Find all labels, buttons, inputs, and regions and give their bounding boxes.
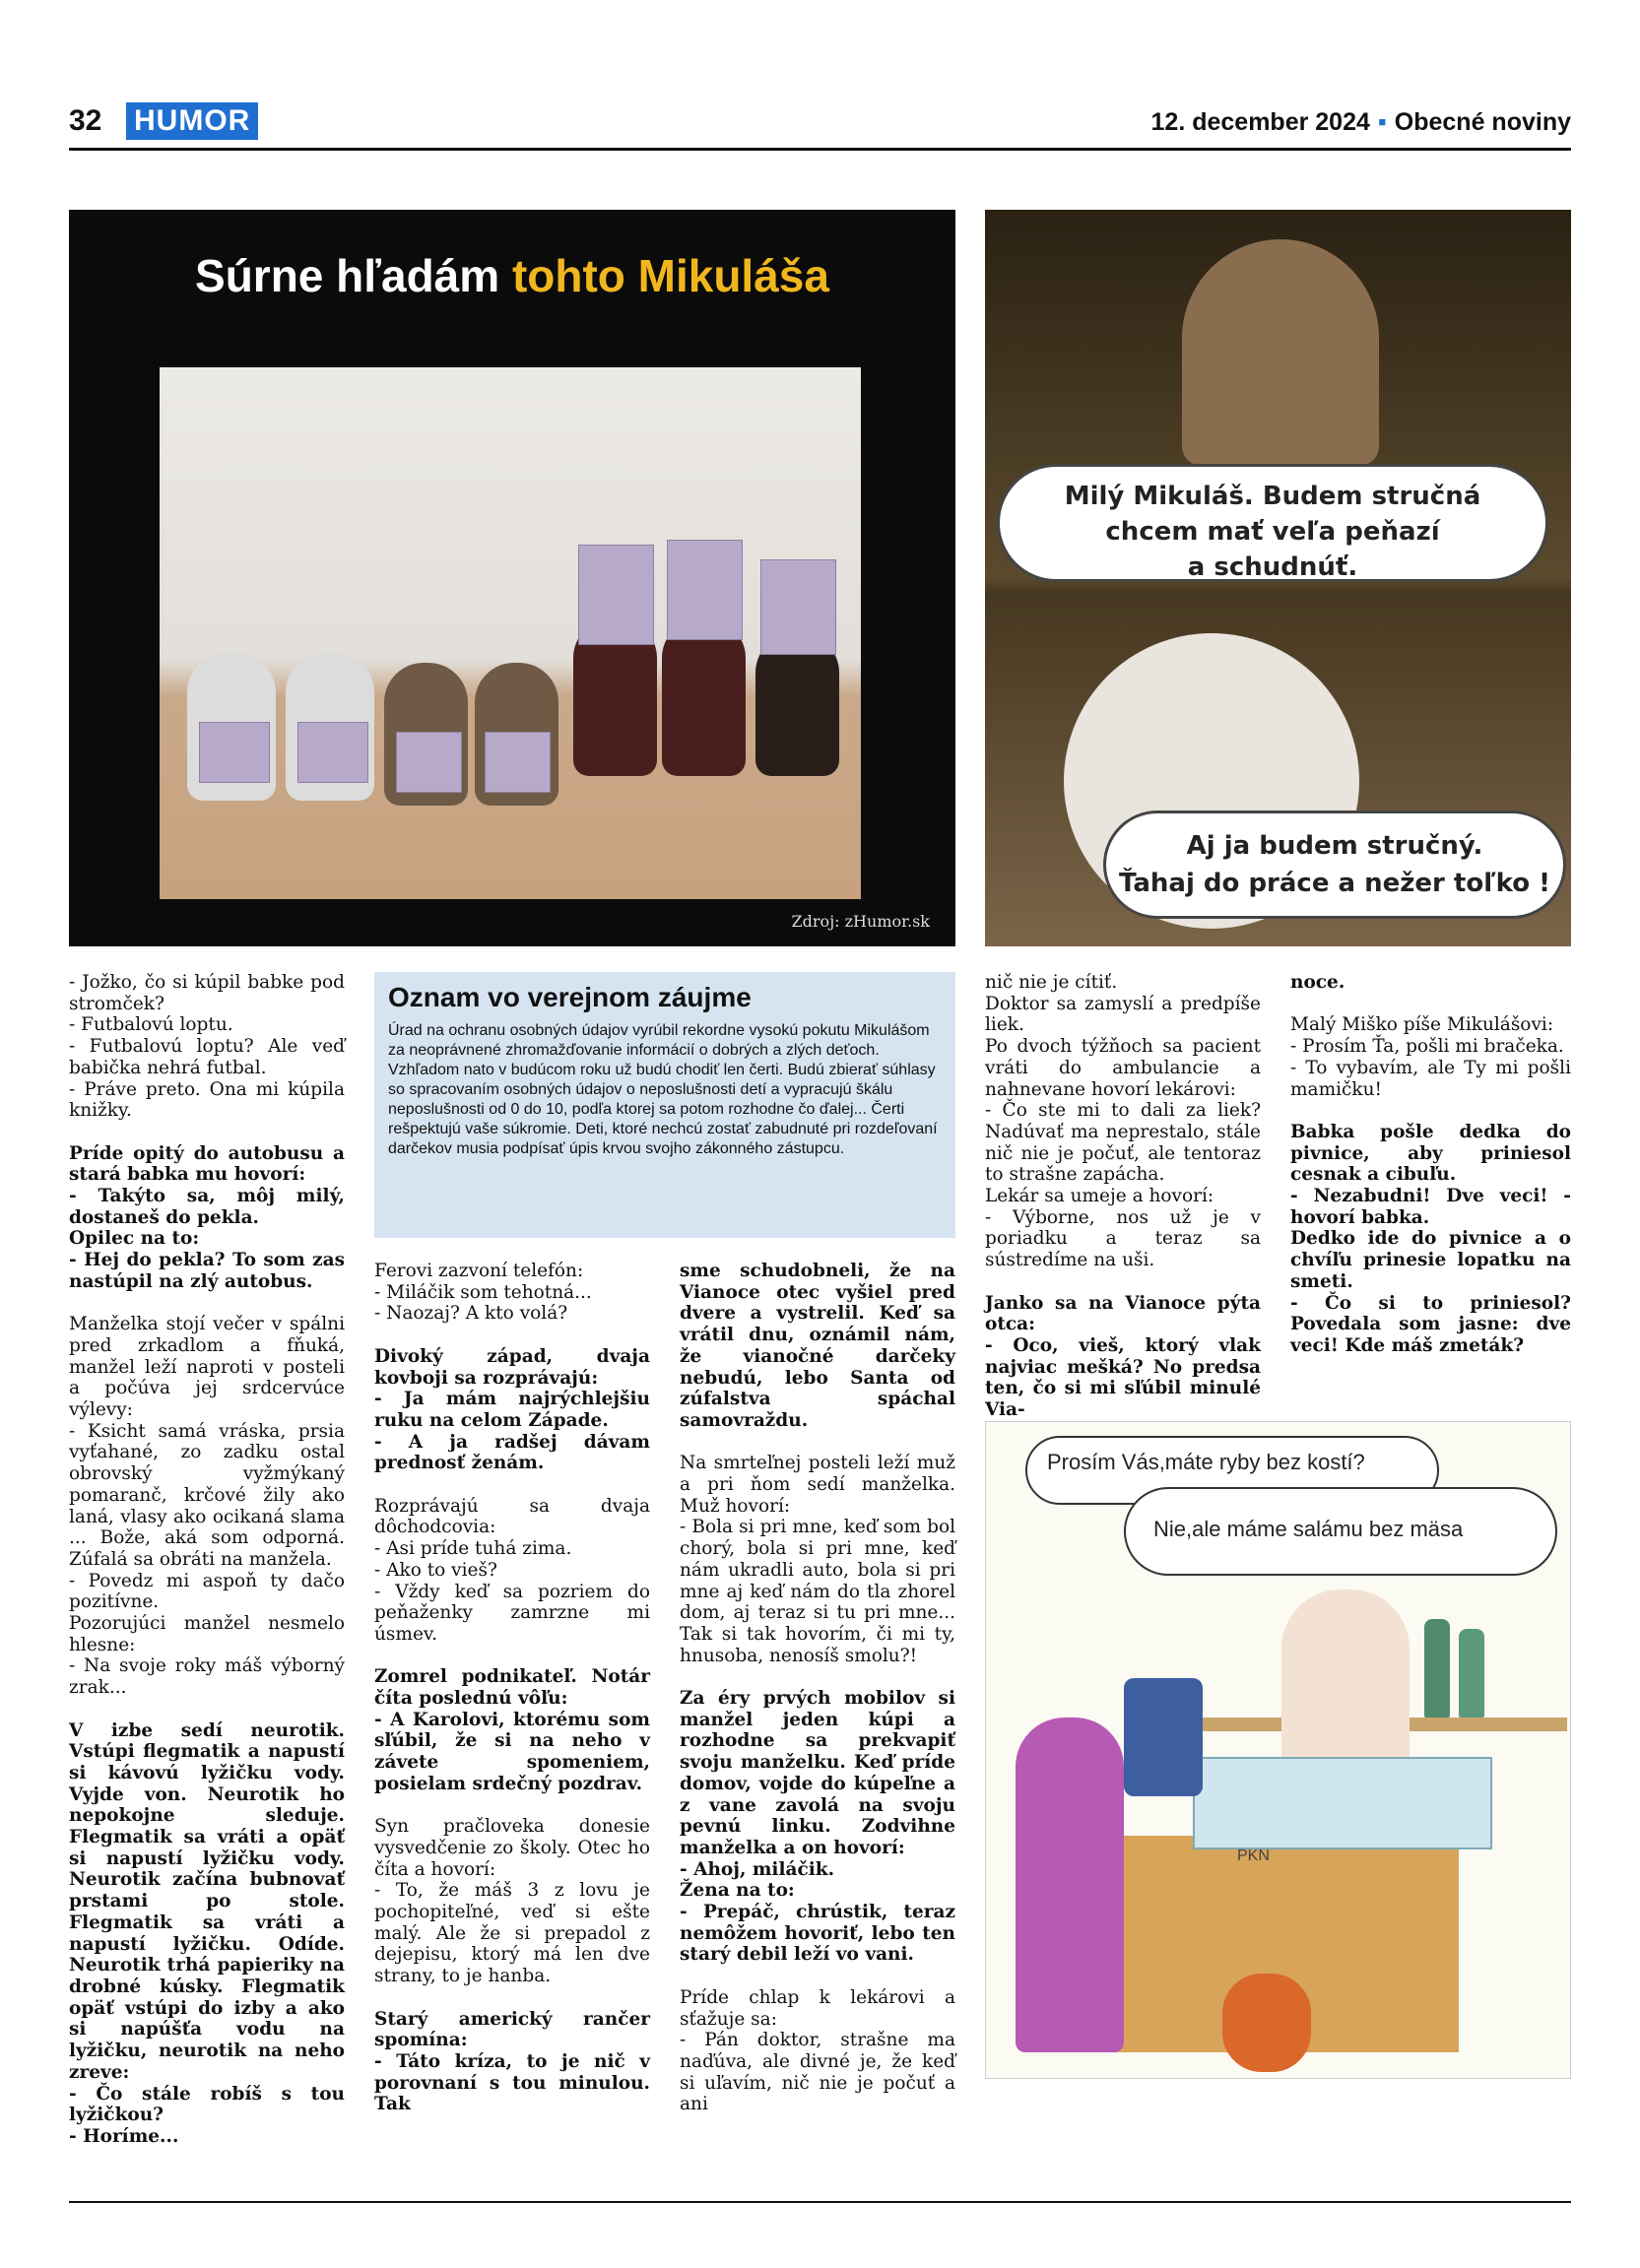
joke-line: V izbe sedí neurotik. Vstúpi flegmatik a napustí si kávovú lyžičku vody. Vyjde von. Neurotik ho nepokojne sleduje. Flegmatik sa vráti a opäť si napustí lyžičku vody. Neurotik začína bubnovať prstami po stole. Flegmatik sa vráti a napustí lyžičku. Odíde. Neurotik trhá papieriky na drobné kúsky. Flegmatik opäť vstúpi do izby a ako si napúšťa vodu na lyžičku, neurotik na neho zreve: bbox=[69, 1719, 345, 2083]
joke-line: - Naozaj? A kto volá? bbox=[374, 1303, 568, 1325]
bubble-line: Aj ja budem stručný. bbox=[1186, 831, 1483, 861]
joke-line: - Prosím Ťa, pošli mi bračeka. bbox=[1290, 1036, 1564, 1058]
banknotes bbox=[396, 732, 462, 793]
joke-line: Malý Miško píše Mikulášovi: bbox=[1290, 1014, 1554, 1036]
joke-line: sme schudobneli, že na Vianoce otec vyšiel pred dvere a vystrelil. Keď sa vrátil dnu, oznámil nám, že vianočné darčeky nebudú, lebo Santa od zúfalstva spáchal samovraždu. bbox=[680, 1261, 955, 1431]
joke-line: Zomrel podnikateľ. Notár číta poslednú vôľu: bbox=[374, 1666, 650, 1710]
banknotes bbox=[199, 722, 270, 783]
image-source: Zdroj: zHumor.sk bbox=[791, 912, 930, 931]
bottle bbox=[1424, 1619, 1450, 1717]
issue-date: 12. december 2024 bbox=[1150, 108, 1370, 136]
joke-line: - Čo si to priniesol? Povedala som jasne: dve veci! Kde máš zmeták? bbox=[1290, 1292, 1571, 1356]
joke-line: - Ahoj, miláčik. bbox=[680, 1858, 835, 1880]
customer-figure bbox=[1016, 1717, 1124, 2052]
joke-line: - A ja radšej dávam prednosť ženám. bbox=[374, 1431, 650, 1474]
joke-line: Syn pračloveka donesie vysvedčenie zo školy. Otec ho číta a hovorí: bbox=[374, 1816, 650, 1880]
joke-line: - Nezabudni! Dve veci! - hovorí babka. bbox=[1290, 1186, 1571, 1228]
header-rule bbox=[69, 148, 1571, 151]
bubble-line: chcem mať veľa peňazí bbox=[1105, 517, 1440, 547]
display-case bbox=[1193, 1757, 1492, 1849]
joke-line: - Ja mám najrýchlejšiu ruku na celom Západe. bbox=[374, 1389, 650, 1431]
joke-line: - Prepáč, chrústik, teraz nemôžem hovoriť, lebo ten starý debil leží vo vani. bbox=[680, 1902, 955, 1966]
joke-line: - Čo ste mi to dali za liek? Nadúvať ma neprestalo, stále nič nie je počuť, ale tentoraz to strašne zapácha. bbox=[985, 1100, 1261, 1186]
joke-line: - Povedz mi aspoň ty dačo pozitívne. bbox=[69, 1570, 345, 1613]
text-column-5 bbox=[1290, 972, 1571, 1357]
joke-line: - To, že máš 3 z lovu je pochopiteľné, veď si ešte malý. Ale že si prepadol z dejepisu, ktorý má len dve strany, to je hanba. bbox=[374, 1880, 650, 1987]
text-column-1 bbox=[69, 972, 345, 2148]
masthead-right bbox=[1151, 108, 1571, 137]
joke-line: Žena na to: bbox=[680, 1880, 795, 1902]
joke-line: Príde chlap k lekárovi a sťažuje sa: bbox=[680, 1986, 955, 2030]
joke-line: - Výborne, nos už je v poriadku a teraz sa sústredíme na uši. bbox=[985, 1206, 1261, 1271]
joke-line: - Pán doktor, strašne ma naďúva, ale divné je, že keď si uľavím, nič nie je počuť a ani bbox=[680, 2030, 955, 2115]
text-column-4 bbox=[985, 972, 1261, 1421]
notice-title: Oznam vo verejnom záujme bbox=[388, 982, 752, 1012]
joke-line: Lekár sa umeje a hovorí: bbox=[985, 1186, 1214, 1207]
joke-line: Rozprávajú sa dvaja dôchodcovia: bbox=[374, 1495, 650, 1538]
joke-line: Pozorujúci manžel nesmelo hlesne: bbox=[69, 1613, 345, 1655]
bottle bbox=[1459, 1629, 1484, 1717]
joke-line: nič nie je cítiť. bbox=[985, 972, 1118, 993]
joke-line: - Hej do pekla? To som zas nastúpil na zlý autobus. bbox=[69, 1250, 345, 1292]
notice-body: Úrad na ochranu osobných údajov vyrúbil rekordne vysokú pokutu Mikulášom za neoprávnené zhromažďovanie informácií o dobrých a zlých deťoch. Vzhľadom nato v budúcom roku už budú chodiť len čerti. Budú zbierať súhlasy so spracovaním osobných údajov o neposlušnosti detí a vypracujú škálu neposlušnosti od 0 do 10, podľa ktorej sa potom rozhodne čo ďalej... Čerti rešpektujú vaše súkromie. Deti, ktoré nechcú zostať zabudnuté pri rozdeľovaní darčekov musia podpísať úpis krvou svojho zákonného zástupcu. bbox=[388, 1022, 938, 1157]
footer-rule bbox=[69, 2201, 1571, 2203]
joke-line: - Ksicht samá vráska, prsia vyťahané, zo zadku ostal obrovský vyžmýkaný pomaranč, krčové žily ako laná, vlasy ako ocikaná slama ... Bože, aká som odporná. Zúfalá sa obráti na manžela. bbox=[69, 1420, 345, 1570]
woman-figure bbox=[1182, 239, 1379, 466]
joke-line: - Bola si pri mne, keď som bol chorý, bola si pri mne, keď nám ukradli auto, bola si pri mne aj keď nám do tla zhorel dom, aj teraz si tu pri mne... Tak si tak hovorím, či mi ty, hnusoba, nenosíš smolu?! bbox=[680, 1517, 955, 1666]
banknotes bbox=[578, 545, 654, 645]
banknotes bbox=[297, 722, 368, 783]
joke-line: - Futbalovú loptu? Ale veď babička nehrá futbal. bbox=[69, 1036, 345, 1078]
speech-cloud-seller: Nie,ale máme salámu bez mäsa bbox=[1124, 1487, 1557, 1576]
joke-line: Divoký západ, dvaja kovboji sa rozprávajú: bbox=[374, 1345, 650, 1389]
bubble-line: a schudnúť. bbox=[1187, 552, 1358, 582]
page-number: 32 bbox=[69, 104, 102, 137]
boot-red-right bbox=[662, 618, 746, 776]
joke-line: - Miláčik som tehotná... bbox=[374, 1281, 592, 1303]
publication-name: Obecné noviny bbox=[1394, 108, 1571, 136]
mikulas-slippers-image bbox=[69, 210, 955, 946]
joke-line: noce. bbox=[1290, 972, 1345, 993]
bubble-line: Milý Mikuláš. Budem stručná bbox=[1064, 482, 1481, 511]
shop-cartoon-image bbox=[985, 1421, 1571, 2079]
scale bbox=[1124, 1678, 1203, 1796]
joke-line: Opilec na to: bbox=[69, 1228, 200, 1250]
joke-line: - Táto kríza, to je nič v porovnaní s tou minulou. Tak bbox=[374, 2050, 650, 2115]
joke-line: Dedko ide do pivnice a o chvíľu prinesie lopatku na smeti. bbox=[1290, 1228, 1571, 1292]
joke-line: - Ako to vieš? bbox=[374, 1559, 497, 1581]
joke-line: - Asi príde tuhá zima. bbox=[374, 1538, 572, 1560]
banknotes bbox=[760, 559, 836, 655]
joke-line: - Takýto sa, môj milý, dostaneš do pekla. bbox=[69, 1186, 345, 1228]
joke-line: Po dvoch týžňoch sa pacient vráti do ambulancie a nahnevane hovorí lekárovi: bbox=[985, 1036, 1261, 1100]
joke-line: Na smrteľnej posteli leží muž a pri ňom sedí manželka. Muž hovorí: bbox=[680, 1453, 955, 1517]
speech-cloud-customer: Prosím Vás,máte ryby bez kostí? bbox=[1025, 1436, 1439, 1505]
joke-line: Ferovi zazvoní telefón: bbox=[374, 1261, 584, 1281]
image-title-plain: Súrne hľadám bbox=[195, 250, 500, 301]
joke-line: - Oco, vieš, ktorý vlak najviac mešká? No predsa ten, čo si mi sľúbil minulé Via- bbox=[985, 1334, 1261, 1421]
joke-line: - Práve preto. Ona mi kúpila knižky. bbox=[69, 1078, 345, 1122]
joke-line: - Jožko, čo si kúpil babke pod stromček? bbox=[69, 972, 345, 1014]
speech-bubble-woman bbox=[997, 464, 1548, 582]
text-column-2 bbox=[374, 1261, 650, 2115]
slippers-photo bbox=[160, 367, 861, 899]
joke-line: - Na svoje roky máš výborný zrak... bbox=[69, 1655, 345, 1699]
joke-line: - Čo stále robíš s tou lyžičkou? bbox=[69, 2083, 345, 2126]
text-column-3 bbox=[680, 1261, 955, 2115]
joke-line: Janko sa na Vianoce pýta otca: bbox=[985, 1292, 1261, 1335]
joke-line: - Futbalovú loptu. bbox=[69, 1014, 233, 1036]
image-title-highlight: tohto Mikuláša bbox=[511, 250, 829, 301]
letter-cartoon-image bbox=[985, 210, 1571, 946]
joke-line: - To vybavím, ale Ty mi pošli mamičku! bbox=[1290, 1057, 1571, 1100]
joke-line: - Horíme... bbox=[69, 2125, 179, 2147]
image-title bbox=[69, 249, 955, 302]
joke-line: Doktor sa zamyslí a predpíše liek. bbox=[985, 993, 1261, 1036]
joke-line: Príde opitý do autobusu a stará babka mu hovorí: bbox=[69, 1142, 345, 1186]
joke-line: - A Karolovi, ktorému som sľúbil, že si na neho v závete spomeniem, posielam srdečný pozdrav. bbox=[374, 1709, 650, 1794]
bubble-line: Ťahaj do práce a nežer toľko ! bbox=[1118, 869, 1551, 898]
section-badge: HUMOR bbox=[126, 102, 258, 140]
notice-box bbox=[374, 972, 955, 1238]
joke-line: - Vždy keď sa pozriem do peňaženky zamrzne mi úsmev. bbox=[374, 1581, 650, 1645]
joke-line: Starý americký rančer spomína: bbox=[374, 2008, 650, 2051]
joke-line: Manželka stojí večer v spálni pred zrkadlom a fňuká, manžel leží naproti v posteli a počúva jej srdcervúce výlevy: bbox=[69, 1314, 345, 1421]
banknotes bbox=[485, 732, 551, 793]
separator-dot-icon: ▪ bbox=[1377, 108, 1387, 136]
joke-line: Za éry prvých mobilov si manžel jeden kúpi a rozhodne sa prekvapiť svoju manželku. Keď príde domov, vojde do kúpeľne a z vane zavolá na svoju pevnú linku. Zodvihne manželka a on hovorí: bbox=[680, 1688, 955, 1858]
joke-line: Babka pošle dedka do pivnice, aby priniesol cesnak a cibuľu. bbox=[1290, 1121, 1571, 1186]
speech-bubble-santa bbox=[1103, 810, 1566, 919]
cat-figure bbox=[1222, 1974, 1311, 2072]
artist-signature: PKN bbox=[1237, 1847, 1270, 1864]
banknotes bbox=[667, 540, 743, 640]
